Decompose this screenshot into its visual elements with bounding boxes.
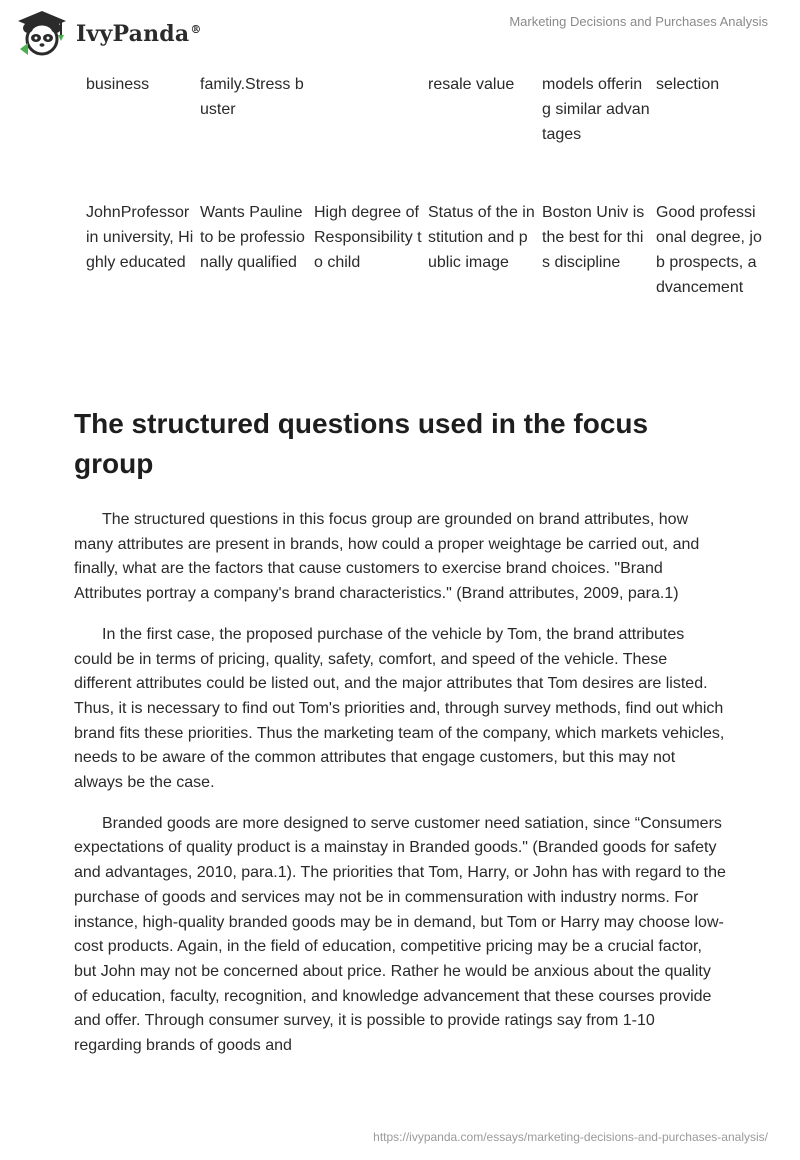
attributes-table xyxy=(86,72,770,300)
paragraph: Branded goods are more designed to serve customer need satiation, since “Consumers expectations of quality product is a mainstay in Branded goods." (Branded goods for safety and advantages, 2010, para.1). The priorities that Tom, Harry, or John has with regard to the purchase of goods and services may not be in commensuration with industry norms. For instance, high-quality branded goods may be in demand, but Tom or Harry may choose low-cost products. Again, in the field of education, competitive pricing may be a crucial factor, but John may not be concerned about price. Rather he would be anxious about the quality of education, faculty, recognition, and knowledge advancement that these courses provide and offer. Through consumer survey, it is possible to provide ratings say from 1-10 regarding brands of goods and xyxy=(74,814,726,1055)
table-cell xyxy=(314,72,428,200)
table-cell: business xyxy=(86,76,150,93)
table-cell: family.Stress buster xyxy=(200,76,304,118)
logo-wordmark: IvyPanda® xyxy=(76,21,202,47)
table-row xyxy=(86,200,770,300)
table-cell: Boston Univ is the best for this discipline xyxy=(542,204,645,271)
document-title: Marketing Decisions and Purchases Analysis xyxy=(509,14,768,29)
table-cell: Wants Pauline to be professionally qualified xyxy=(200,204,305,271)
table-cell: Good professional degree, job prospects, advancement xyxy=(656,204,762,296)
article-body xyxy=(74,508,726,1075)
ivypanda-logo[interactable] xyxy=(14,9,202,59)
table-cell: resale value xyxy=(428,76,515,93)
table-row xyxy=(86,72,770,200)
paragraph: In the first case, the proposed purchase of the vehicle by Tom, the brand attributes could be in terms of pricing, quality, safety, comfort, and speed of the vehicle. These different attributes could be listed out, and the major attributes that Tom desires are listed. Thus, it is necessary to find out Tom's priorities and, through survey methods, find out which brand fits these priorities. Thus the marketing team of the company, which markets vehicles, needs to be aware of the common attributes that engage customers, but this may not always be the case. xyxy=(74,625,725,792)
table-cell: High degree ofResponsibility to child xyxy=(314,204,422,271)
page-header xyxy=(0,0,800,68)
table-cell: JohnProfessor in university, Highly educated xyxy=(86,204,194,271)
paragraph: The structured questions in this focus group are grounded on brand attributes, how many attributes are present in brands, how could a proper weightage be carried out, and finally, what are the factors that cause customers to exercise brand choices. "Brand Attributes portray a company's brand characteristics." (Brand attributes, 2009, para.1) xyxy=(74,511,700,603)
table-cell: models offering similar advantages xyxy=(542,76,650,143)
panda-graduate-icon xyxy=(14,9,70,59)
table-cell: Status of the institution and public image xyxy=(428,204,535,271)
table-cell: selection xyxy=(656,76,720,93)
section-heading: The structured questions used in the focus group xyxy=(74,408,649,479)
source-url[interactable]: https://ivypanda.com/essays/marketing-decisions-and-purchases-analysis/ xyxy=(373,1130,768,1144)
